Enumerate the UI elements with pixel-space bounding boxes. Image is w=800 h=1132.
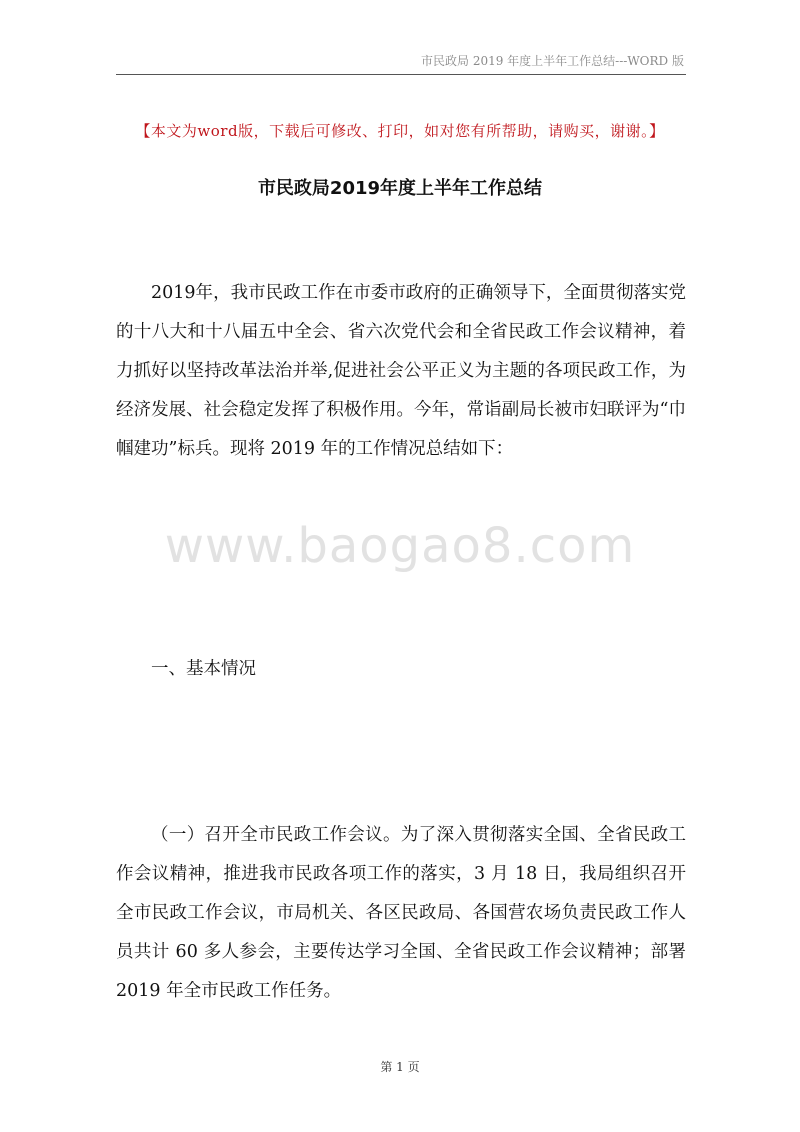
watermark: www.baogao8.com bbox=[164, 518, 636, 574]
download-notice: 【本文为word版，下载后可修改、打印，如对您有所帮助，请购买，谢谢。】 bbox=[135, 122, 665, 140]
document-title: 市民政局2019年度上半年工作总结 bbox=[257, 178, 543, 199]
section-heading-basic-situation: 一、基本情况 bbox=[151, 659, 256, 679]
running-header: 市民政局 2019 年度上半年工作总结---WORD 版 bbox=[421, 54, 684, 68]
item-1-paragraph: （一）召开全市民政工作会议。为了深入贯彻落实全国、全省民政工作会议精神，推进我市民政各项工作的落实，3 月 18 日，我局组织召开全市民政工作会议，市局机关、各区民政局、各国营农场负责民政工作人员共计 60 多人参会，主要传达学习全国、全省民政工作会议精神；部署 2019 年全市民政工作任务。 bbox=[116, 825, 686, 1001]
page-number: 第 1 页 bbox=[380, 1060, 420, 1074]
header-divider bbox=[116, 74, 686, 75]
intro-paragraph: 2019年，我市民政工作在市委市政府的正确领导下，全面贯彻落实党的十八大和十八届五中全会、省六次党代会和全省民政工作会议精神，着力抓好以坚持改革法治并举,促进社会公平正义为主题的各项民政工作，为经济发展、社会稳定发挥了积极作用。今年，常诣副局长被市妇联评为“巾帼建功”标兵。现将 2019 年的工作情况总结如下： bbox=[116, 283, 686, 459]
